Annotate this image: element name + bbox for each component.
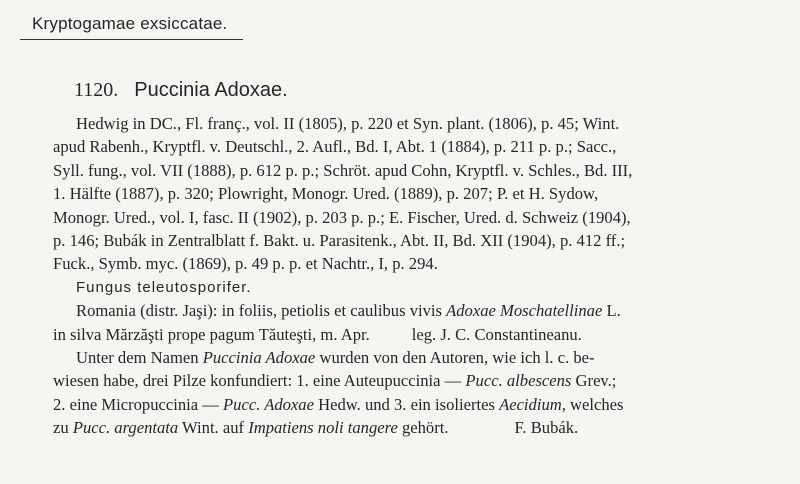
reference-line: 1. Hälfte (1887), p. 320; Plowright, Monogr. Ured. (1889), p. 207; P. et H. Sydow, [53, 184, 599, 204]
collector: leg. J. C. Constantineanu. [411, 324, 582, 344]
locality-region: Romania [76, 301, 136, 321]
species-name: Puccinia Adoxae. [134, 79, 288, 101]
note-author: F. Bubák. [514, 418, 579, 438]
note-line: Unter dem Namen Puccinia Adoxae wurden von den Autoren, wie ich l. c. be- [76, 347, 595, 367]
host-name: Adoxae Moschatellinae [446, 301, 603, 321]
reference-line: Monogr. Ured., vol. I, fasc. II (1902), p. 203 p. p.; E. Fischer, Ured. d. Schweiz (1904), [53, 207, 631, 227]
reference-line: apud Rabenh., Kryptfl. v. Deutschl., 2. Aufl., Bd. I, Abt. 1 (1884), p. 211 p. p.; Sacc., [53, 137, 617, 157]
locality-line: Romania (distr. Jaşi): in foliis, petiolis et caulibus vivis Adoxae Moschatellinae L. [76, 301, 621, 321]
locality-line: in silva Mărzăşti prope pagum Tăuteşti, m. Apr. leg. J. C. Constantineanu. [53, 324, 582, 344]
fungus-type: Fungus teleutosporifer. [76, 278, 252, 296]
exsiccata-number: 1120. [74, 79, 119, 101]
reference-line: p. 146; Bubák in Zentralblatt f. Bakt. u. Parasitenk., Abt. II, Bd. XII (1904), p. 412 ff.; [53, 230, 626, 250]
section-header: Kryptogamae exsiccatae. [20, 14, 243, 40]
note-line: 2. eine Micropuccinia — Pucc. Adoxae Hedw. und 3. ein isoliertes Aecidium, welches [53, 394, 624, 414]
species-title [74, 79, 288, 102]
note-line: zu Pucc. argentata Wint. auf Impatiens noli tangere gehört. F. Bubák. [53, 418, 579, 438]
note-line: wiesen habe, drei Pilze konfundiert: 1. eine Auteupuccinia — Pucc. albescens Grev.; [53, 371, 617, 391]
entry-body [53, 112, 783, 439]
reference-line: Fuck., Symb. myc. (1869), p. 49 p. p. et Nachtr., I, p. 294. [53, 254, 438, 274]
reference-line: Syll. fung., vol. VII (1888), p. 612 p. p.; Schröt. apud Cohn, Kryptfl. v. Schles., Bd. III, [53, 160, 633, 180]
reference-line: Hedwig in DC., Fl. franç., vol. II (1805), p. 220 et Syn. plant. (1806), p. 45; Wint. [76, 114, 620, 133]
